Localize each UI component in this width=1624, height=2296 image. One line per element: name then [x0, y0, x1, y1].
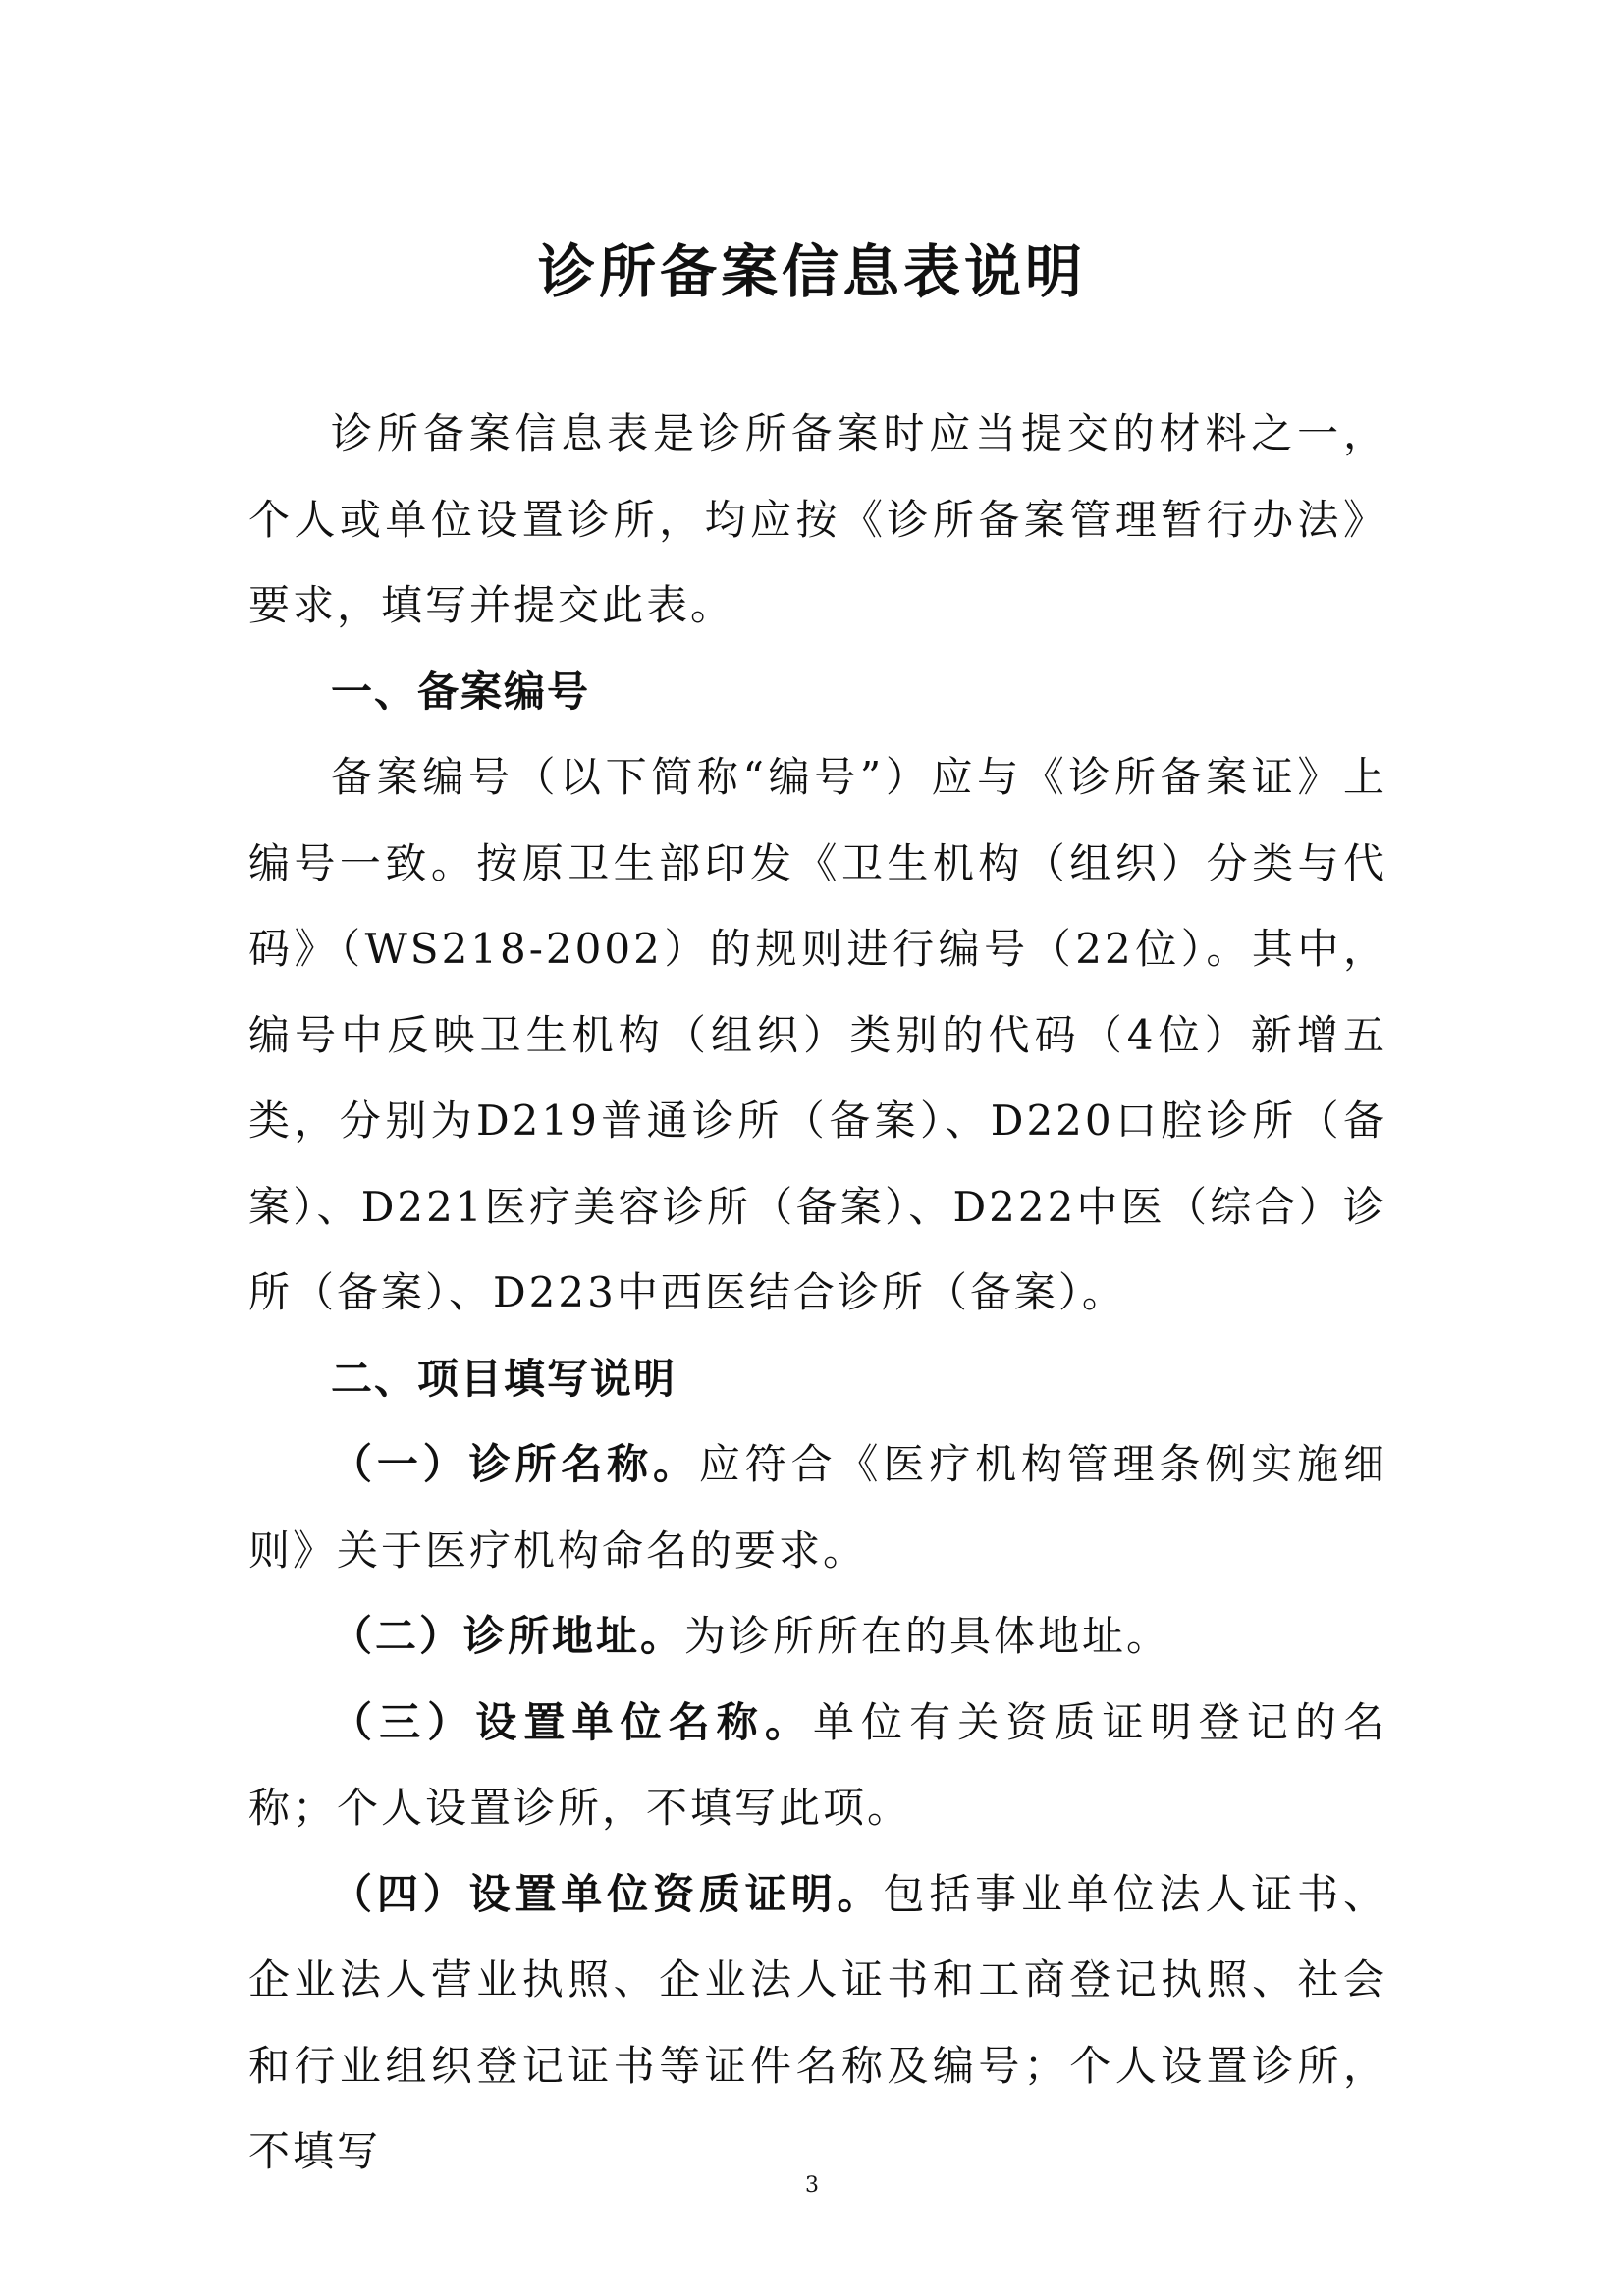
- item-clinic-name: [248, 1421, 1387, 1593]
- item-label: （四）设置单位资质证明。: [331, 1869, 884, 1918]
- item-organizer-name: [248, 1680, 1387, 1851]
- filing-number-paragraph: 备案编号（以下简称“编号”）应与《诊所备案证》上编号一致。按原卫生部印发《卫生机构（组织）分类与代码》（WS218-2002）的规则进行编号（22位）。其中，编号中反映卫生机构（组织）类别的代码（4位）新增五类，分别为D219普通诊所（备案）、D220口腔诊所（备案）、D221医疗美容诊所（备案）、D222中医（综合）诊所（备案）、D223中西医结合诊所（备案）。: [248, 753, 1387, 1316]
- document-title: 诊所备案信息表说明: [537, 239, 1086, 305]
- page-number: 3: [805, 2173, 819, 2198]
- item-clinic-address: [248, 1593, 1387, 1680]
- item-label: （一）诊所名称。: [331, 1440, 699, 1488]
- item-organizer-qualification: [248, 1851, 1387, 2195]
- item-label: （二）诊所地址。: [331, 1612, 685, 1660]
- item-text: 包括事业单位法人证书、企业法人营业执照、企业法人证书和工商登记执照、社会和行业组织登记证书等证件名称及编号；个人设置诊所，不填写: [248, 1869, 1387, 2175]
- item-text: 为诊所所在的具体地址。: [684, 1612, 1171, 1660]
- section-heading-field-instructions: 二、项目填写说明: [331, 1354, 677, 1403]
- section-heading-filing-number: 一、备案编号: [331, 667, 591, 716]
- document-body: [248, 391, 1387, 2195]
- intro-paragraph: 诊所备案信息表是诊所备案时应当提交的材料之一，个人或单位设置诊所，均应按《诊所备案管理暂行办法》要求，填写并提交此表。: [248, 409, 1387, 629]
- item-text: 应符合《医疗机构管理条例实施细则》关于医疗机构命名的要求。: [248, 1440, 1387, 1575]
- item-text: 单位有关资质证明登记的名称；个人设置诊所，不填写此项。: [248, 1697, 1387, 1832]
- item-label: （三）设置单位名称。: [331, 1697, 813, 1746]
